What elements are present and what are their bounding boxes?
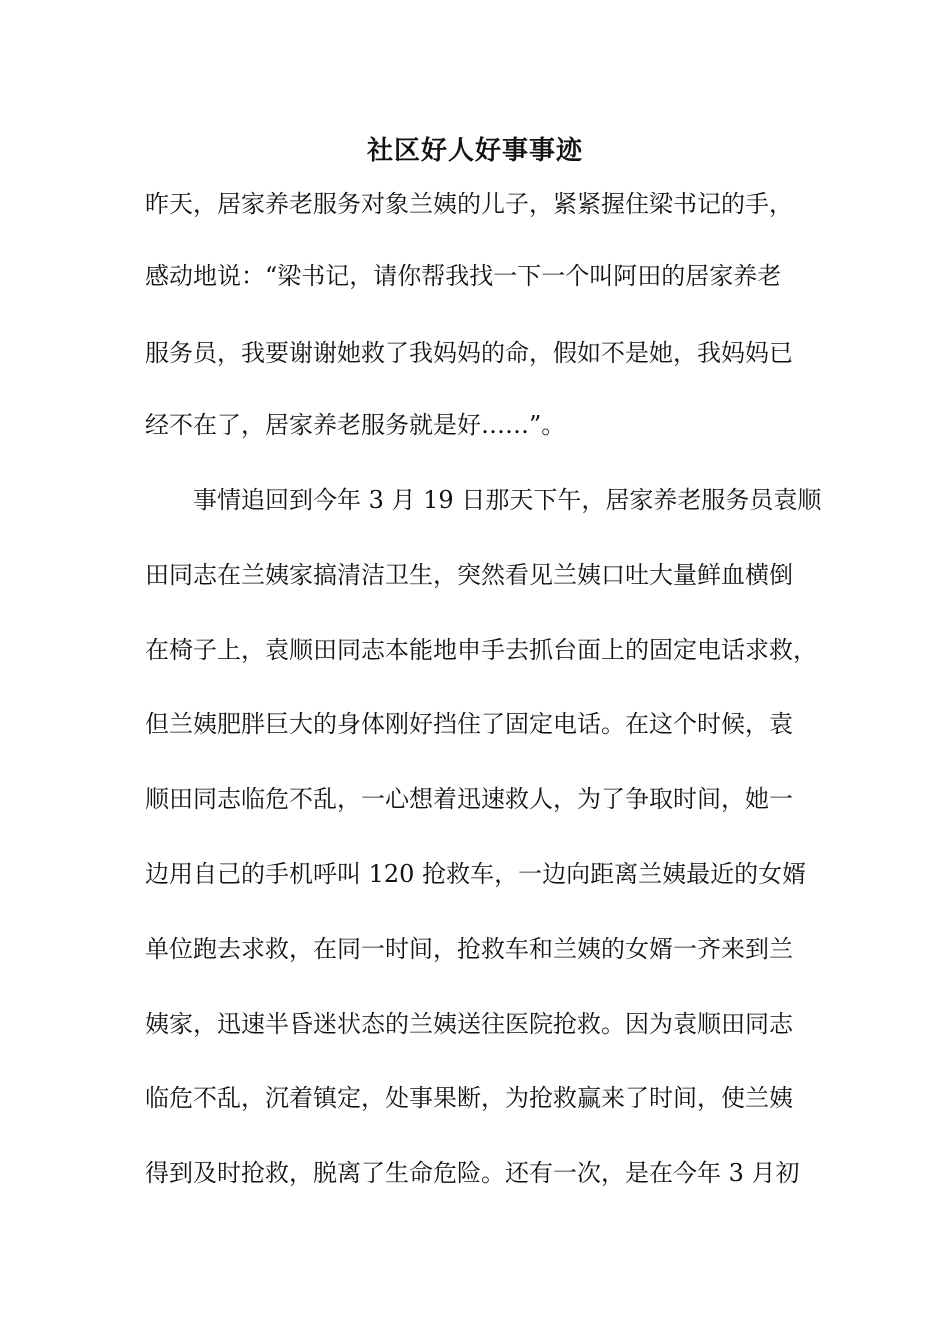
body-line: 服务员，我要谢谢她救了我妈妈的命，假如不是她，我妈妈已 [145,339,793,367]
body-line: 但兰姨肥胖巨大的身体刚好挡住了固定电话。在这个时候，袁 [145,710,793,738]
body-line: 临危不乱，沉着镇定，处事果断，为抢救赢来了时间，使兰姨 [145,1084,793,1112]
body-line: 得到及时抢救，脱离了生命危险。还有一次，是在今年 3 月初 [145,1159,800,1187]
body-line: 经不在了，居家养老服务就是好……”。 [145,411,566,439]
body-line: 边用自己的手机呼叫 120 抢救车，一边向距离兰姨最近的女婿 [145,860,807,888]
body-line: 单位跑去求救，在同一时间，抢救车和兰姨的女婿一齐来到兰 [145,935,793,963]
body-line: 姨家，迅速半昏迷状态的兰姨送往医院抢救。因为袁顺田同志 [145,1010,793,1038]
body-line: 昨天，居家养老服务对象兰姨的儿子，紧紧握住梁书记的手， [145,190,793,218]
body-line: 田同志在兰姨家搞清洁卫生，突然看见兰姨口吐大量鲜血横倒 [145,561,793,589]
body-line: 事情追回到今年 3 月 19 日那天下午，居家养老服务员袁顺 [145,486,822,514]
body-line: 顺田同志临危不乱，一心想着迅速救人，为了争取时间，她一 [145,785,793,813]
document-title: 社区好人好事事迹 [366,136,583,166]
body-line: 感动地说：“梁书记，请你帮我找一下一个叫阿田的居家养老 [145,262,782,290]
body-line: 在椅子上，袁顺田同志本能地申手去抓台面上的固定电话求救， [145,636,817,664]
